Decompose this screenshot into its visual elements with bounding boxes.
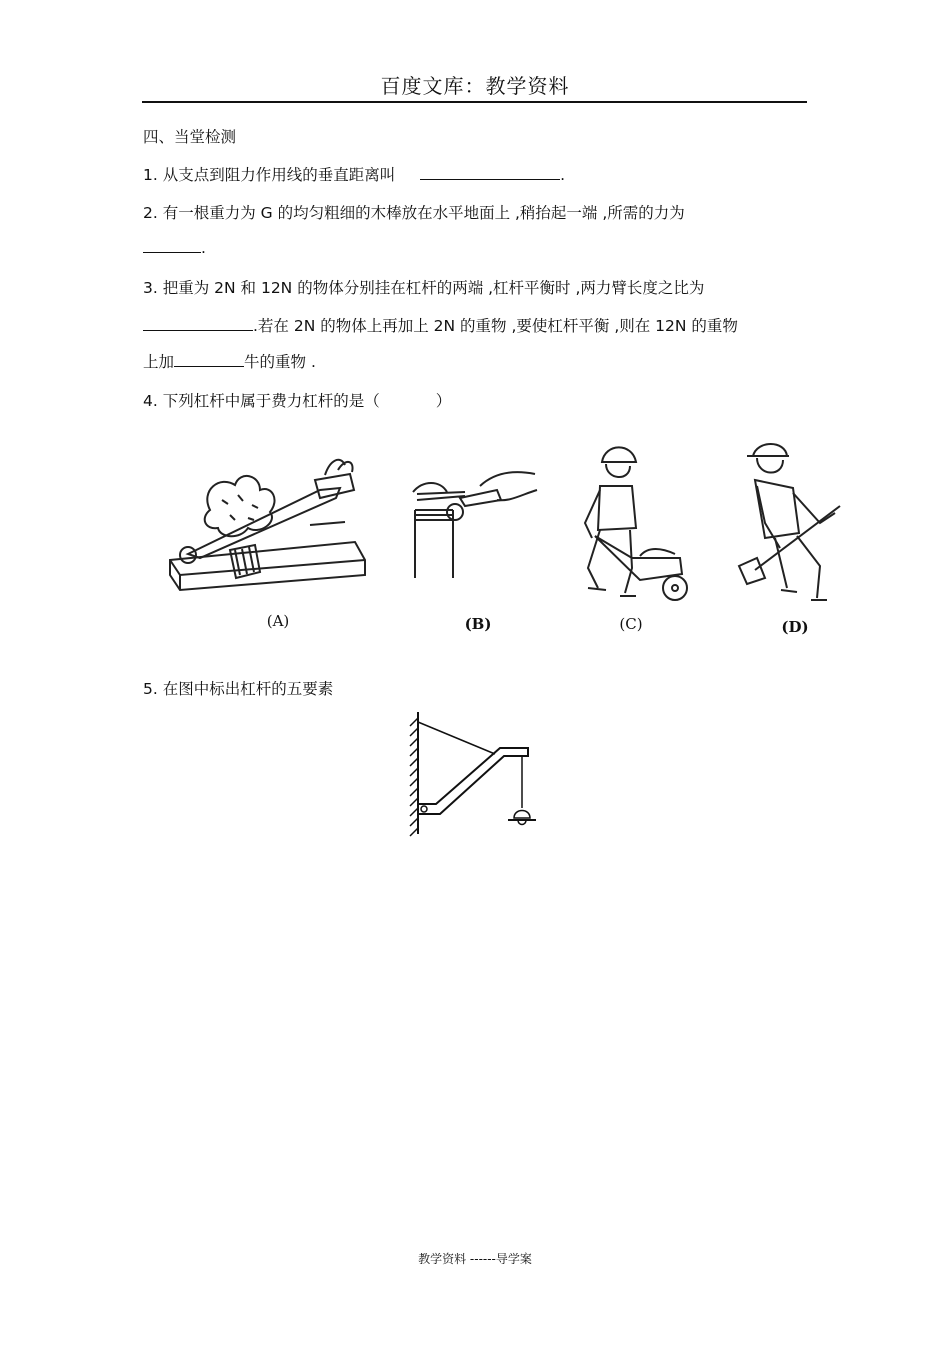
- question-2-answer-line: [143, 238, 206, 257]
- question-3-line-3-pre: 上加: [143, 353, 175, 371]
- question-4: [143, 389, 451, 411]
- question-4-answer-space[interactable]: [380, 392, 436, 406]
- question-3-line-2-text: .若在 2N 的物体上再加上 2N 的重物 ,要使杠杆平衡 ,则在 12N 的重物: [253, 317, 738, 335]
- question-5: 5. 在图中标出杠杆的五要素: [143, 680, 334, 698]
- question-4-text: 4. 下列杠杆中属于费力杠杆的是（: [143, 392, 380, 410]
- page-header-title: 百度文库：教学资料: [380, 74, 570, 98]
- question-3: 3. 把重为 2N 和 12N 的物体分别挂在杠杆的两端 ,杠杆平衡时 ,两力臂长度之比为: [143, 279, 705, 297]
- question-2-end: .: [201, 239, 206, 257]
- figure-c-wheelbarrow-illustration: [570, 438, 695, 613]
- figure-a-caption: (A): [266, 612, 290, 630]
- question-2: 2. 有一根重力为 G 的均匀粗细的木棒放在水平地面上 ,稍抬起一端 ,所需的力为: [143, 204, 685, 222]
- question-3-blank-ratio[interactable]: [143, 316, 253, 331]
- question-3-line-2: [143, 314, 738, 336]
- question-1-end: .: [560, 166, 566, 184]
- section-title: 四、当堂检测: [143, 128, 237, 146]
- page-footer: 教学资料 ------导学案: [418, 1252, 532, 1266]
- header-rule: [142, 101, 807, 103]
- figure-b-pliers-illustration: [405, 460, 545, 585]
- question-1: [143, 163, 565, 185]
- figure-d-shovel-illustration: [725, 438, 850, 613]
- figure-b-caption: (B): [464, 615, 492, 633]
- question-1-blank[interactable]: [420, 165, 560, 180]
- figure-a-cutter-illustration: [160, 450, 375, 600]
- question-1-text: 1. 从支点到阻力作用线的垂直距离叫: [143, 166, 396, 184]
- question-4-close: ）: [435, 392, 452, 410]
- figure-c-caption: (C): [619, 615, 643, 633]
- question-3-blank-weight[interactable]: [174, 352, 244, 367]
- figure-d-caption: (D): [781, 618, 809, 636]
- question-2-blank[interactable]: [143, 238, 201, 253]
- question-3-line-3-post: 牛的重物 .: [244, 353, 316, 371]
- question-3-line-3: [143, 350, 316, 372]
- lever-bracket-diagram: [400, 708, 550, 838]
